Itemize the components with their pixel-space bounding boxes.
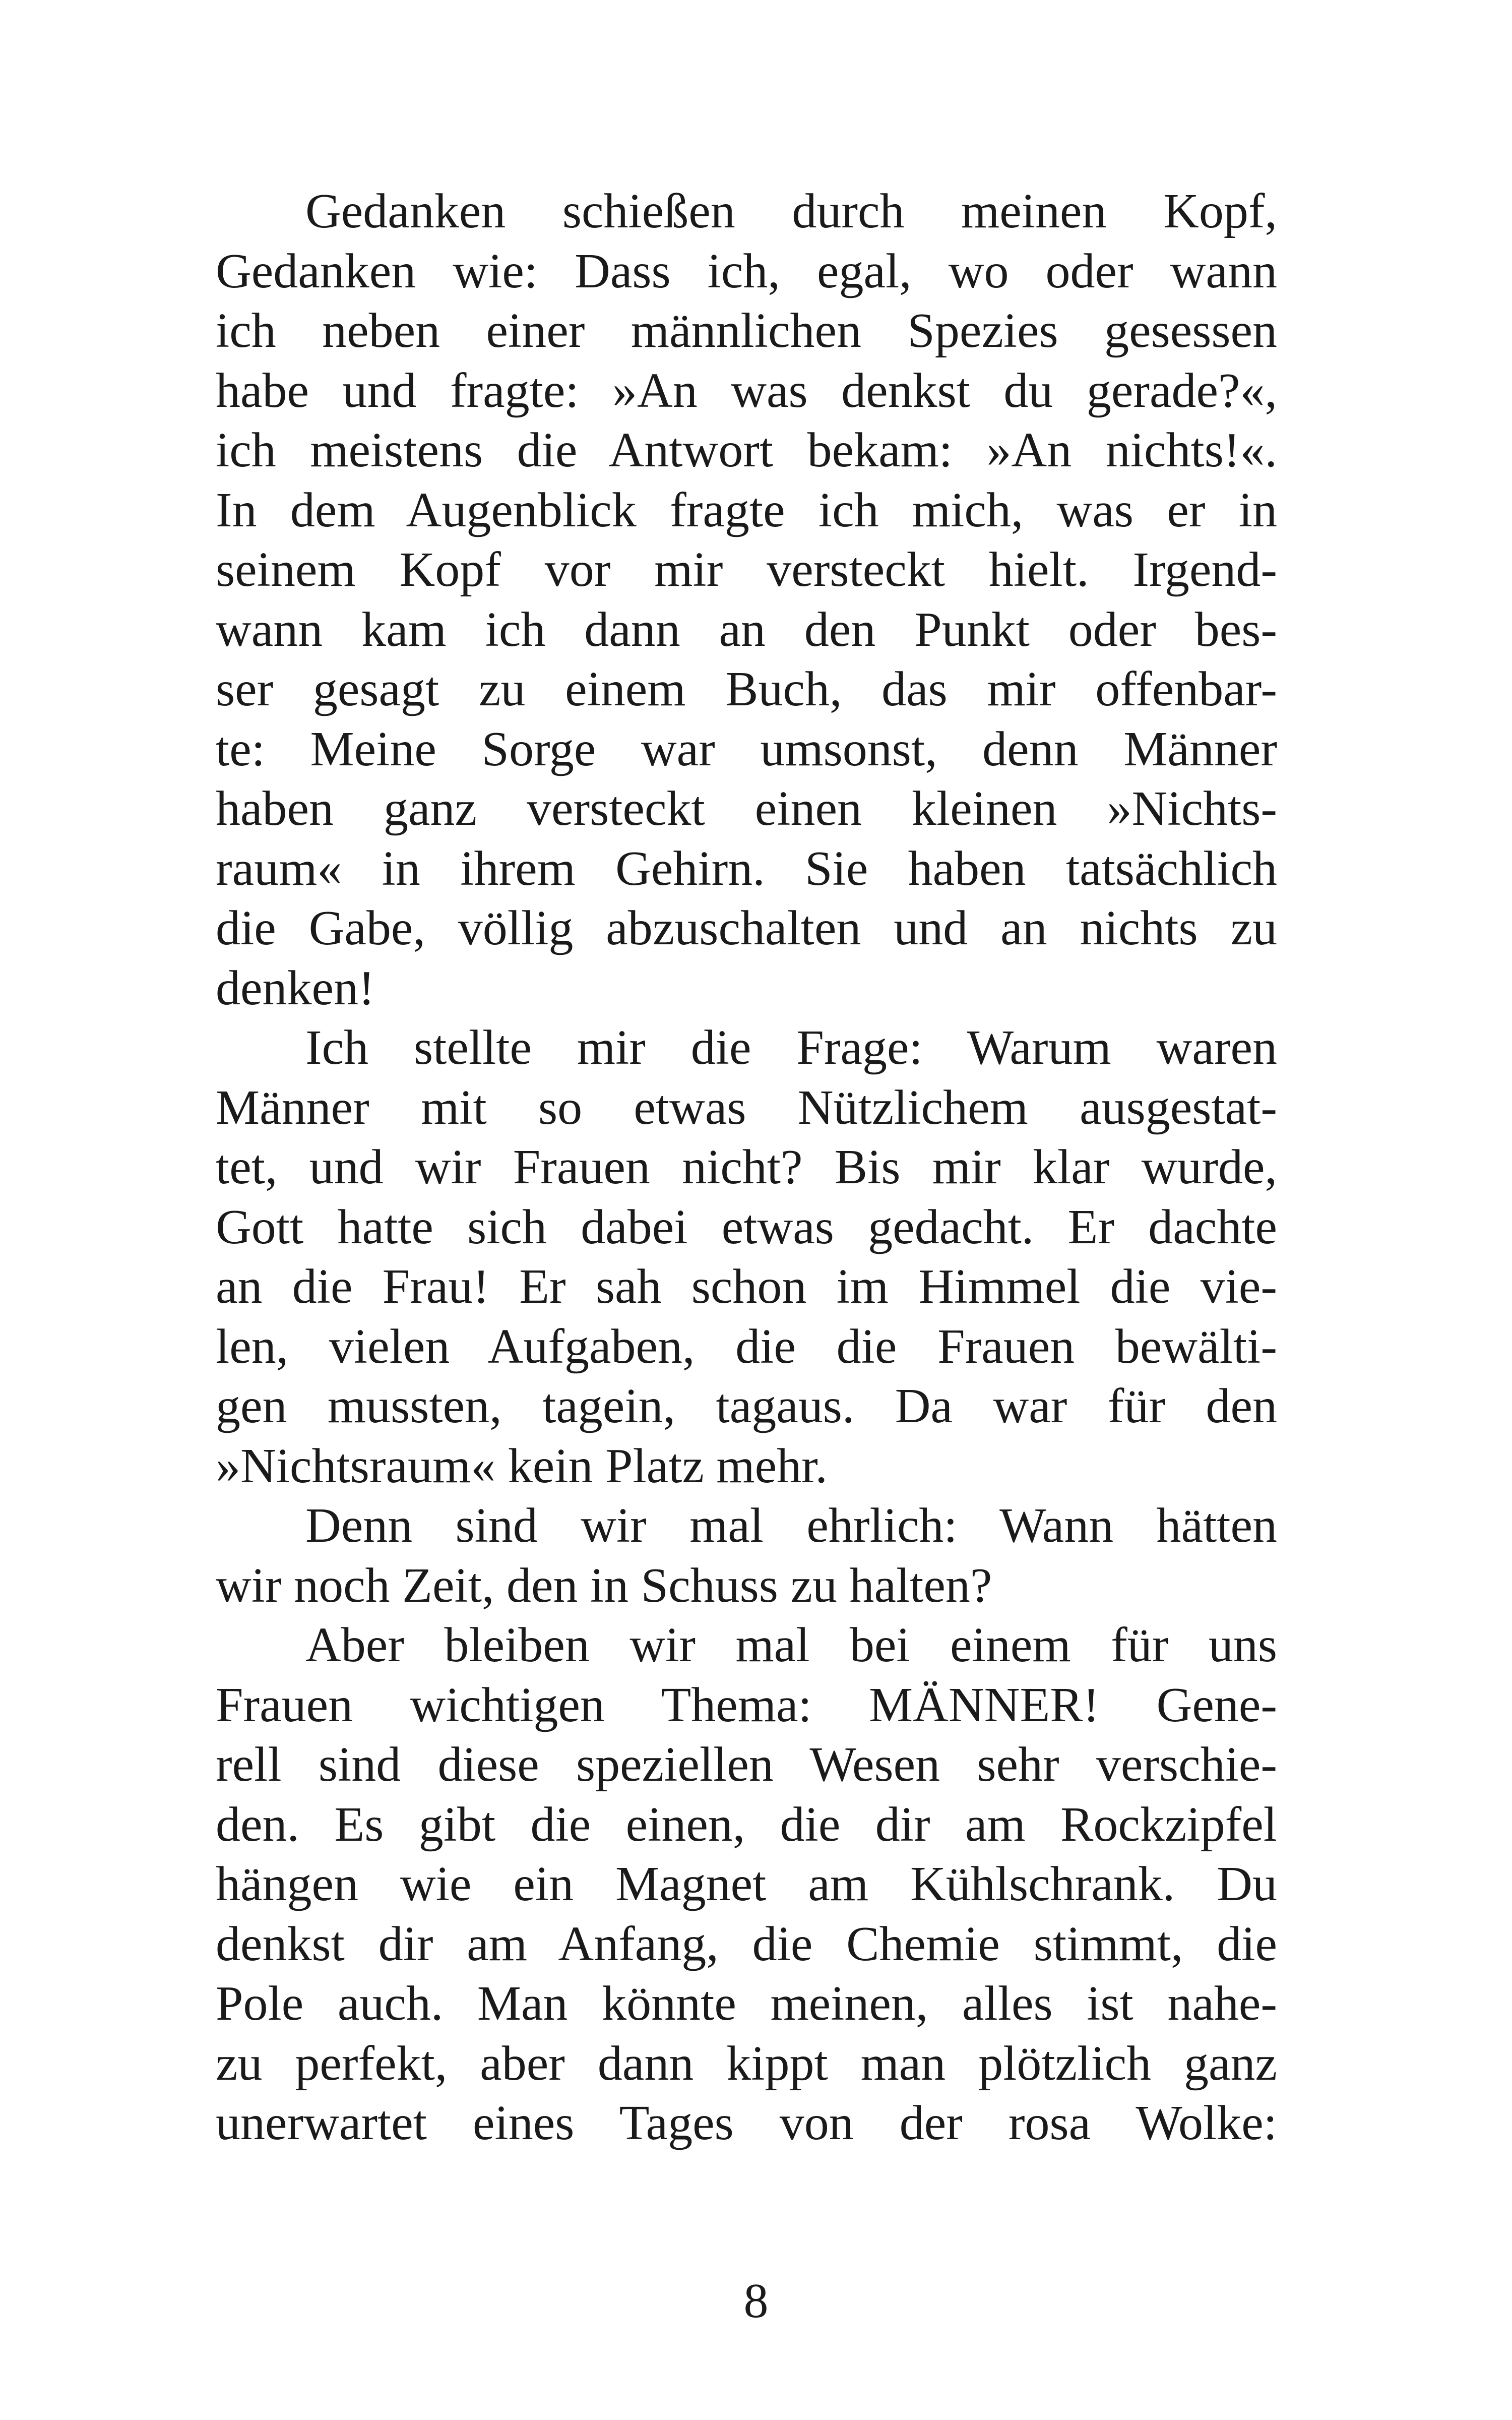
- text-line: te: Meine Sorge war umsonst, denn Männer: [216, 721, 1277, 776]
- text-line: rell sind diese speziellen Wesen sehr verschie-: [216, 1737, 1277, 1792]
- text-line: zu perfekt, aber dann kippt man plötzlich ganz: [216, 2036, 1277, 2091]
- text-line: den. Es gibt die einen, die dir am Rockzipfel: [216, 1797, 1277, 1852]
- text-line: hängen wie ein Magnet am Kühlschrank. Du: [216, 1857, 1277, 1911]
- text-line: wann kam ich dann an den Punkt oder bes-: [216, 602, 1277, 657]
- text-line: »Nichtsraum« kein Platz mehr.: [216, 1438, 828, 1493]
- text-line: In dem Augenblick fragte ich mich, was er in: [216, 482, 1277, 537]
- text-line: Gedanken schießen durch meinen Kopf,: [305, 184, 1277, 238]
- text-line: ich neben einer männlichen Spezies gesessen: [216, 304, 1277, 358]
- text-line: ser gesagt zu einem Buch, das mir offenbar-: [216, 662, 1277, 716]
- text-line: gen mussten, tagein, tagaus. Da war für den: [216, 1379, 1277, 1433]
- text-line: an die Frau! Er sah schon im Himmel die vie-: [216, 1259, 1277, 1314]
- text-line: Gedanken wie: Dass ich, egal, wo oder wann: [216, 244, 1277, 298]
- page-number: 8: [743, 2274, 769, 2328]
- text-line: ich meistens die Antwort bekam: »An nichts!«.: [216, 423, 1277, 477]
- text-line: len, vielen Aufgaben, die die Frauen bewälti-: [216, 1319, 1277, 1374]
- text-line: Denn sind wir mal ehrlich: Wann hätten: [305, 1498, 1277, 1553]
- text-line: wir noch Zeit, den in Schuss zu halten?: [216, 1558, 992, 1613]
- text-line: Männer mit so etwas Nützlichem ausgestat-: [216, 1080, 1277, 1135]
- text-line: haben ganz versteckt einen kleinen »Nichts-: [216, 781, 1277, 836]
- text-line: denkst dir am Anfang, die Chemie stimmt, die: [216, 1916, 1277, 1971]
- text-line: Pole auch. Man könnte meinen, alles ist nahe-: [216, 1976, 1277, 2031]
- text-line: Ich stellte mir die Frage: Warum waren: [305, 1020, 1277, 1075]
- text-line: seinem Kopf vor mir versteckt hielt. Irgend-: [216, 542, 1277, 597]
- text-line: habe und fragte: »An was denkst du gerade?«,: [216, 363, 1277, 418]
- text-line: denken!: [216, 960, 375, 1015]
- text-line: Gott hatte sich dabei etwas gedacht. Er dachte: [216, 1199, 1277, 1254]
- text-line: tet, und wir Frauen nicht? Bis mir klar wurde,: [216, 1140, 1277, 1194]
- text-line: unerwartet eines Tages von der rosa Wolke:: [216, 2096, 1277, 2150]
- text-line: Frauen wichtigen Thema: MÄNNER! Gene-: [216, 1677, 1277, 1732]
- text-line: die Gabe, völlig abzuschalten und an nichts zu: [216, 901, 1277, 955]
- text-line: raum« in ihrem Gehirn. Sie haben tatsächlich: [216, 841, 1277, 896]
- text-line: Aber bleiben wir mal bei einem für uns: [305, 1618, 1277, 1672]
- body-text: [216, 182, 1277, 2153]
